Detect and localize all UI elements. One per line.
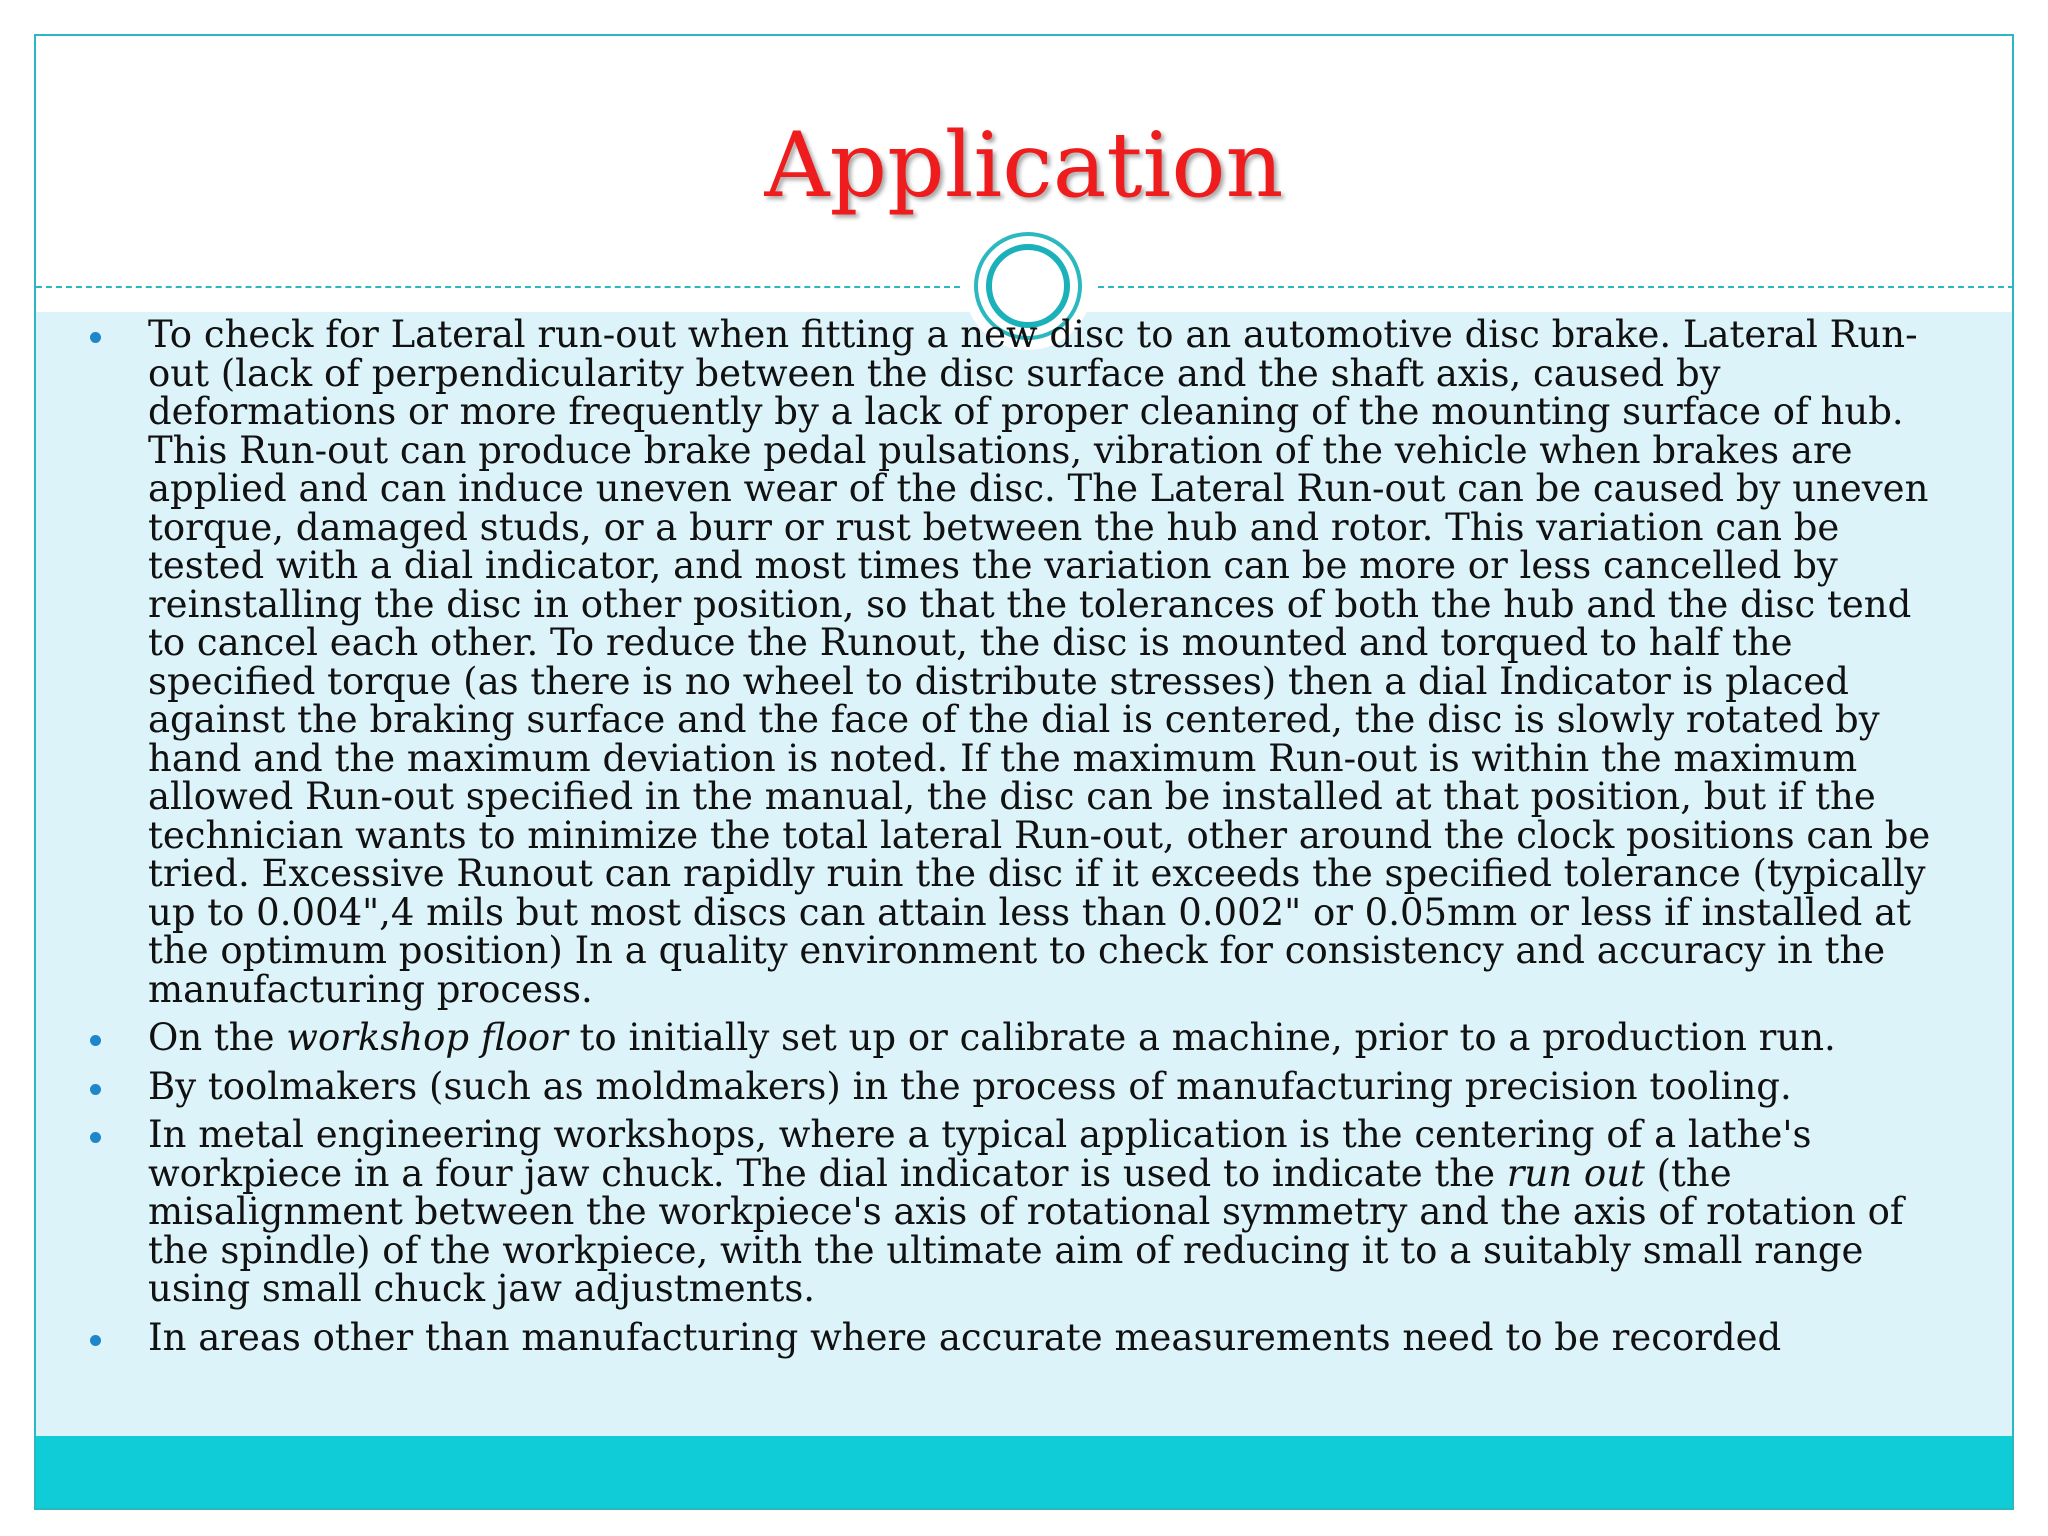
bullet-text: In metal engineering workshops, where a typical application is the centering of a lathe's workpiece in a four jaw chuck. The dial indicator is used to indicate the [148,1113,1812,1195]
bullet-list [56,313,1956,1367]
bullet-dot-icon [90,1132,101,1143]
slide-title: Application [764,113,1284,218]
title-divider-right [1098,286,2014,288]
footer-band [36,1436,2012,1508]
bullet-item [56,1016,1956,1059]
bullet-dot-icon [90,332,101,343]
bullet-text-tail: (the misalignment between the workpiece's axis of rotational symmetry and the axis of rotation of the spindle) of the workpiece, with the ultimate aim of reducing it to a suitably small range using small chuck jaw adjustments. [148,1151,1904,1310]
bullet-item [56,1315,1956,1359]
bullet-text: By toolmakers (such as moldmakers) in the process of manufacturing precision tooling. [148,1064,1792,1108]
title-divider-left [36,286,960,288]
bullet-emphasis: run out [1506,1151,1645,1195]
bullet-item [56,1064,1956,1108]
bullet-dot-icon [90,1335,101,1346]
bullet-item [56,1113,1956,1310]
bullet-text: To check for Lateral run-out when fitting a new disc to an automotive disc brake. Lateral Run-out (lack of perpendicularity between the disc surface and the shaft axis, caused by deformations or more frequently by a lack of proper cleaning of the mounting surface of hub. This Run-out can produce brake pedal pulsations, vibration of the vehicle when brakes are applied and can induce uneven wear of the disc. The Lateral Run-out can be caused by uneven torque, damaged studs, or a burr or rust between the hub and rotor. This variation can be tested with a dial indicator, and most times the variation can be more or less cancelled by reinstalling the disc in other position, so that the tolerances of both the hub and the disc tend to cancel each other. To reduce the Runout, the disc is mounted and torqued to half the specified torque (as there is no wheel to distribute stresses) then a dial Indicator is placed against the braking surface and the face of the dial is centered, the disc is slowly rotated by hand and the maximum deviation is noted. If the maximum Run-out is within the maximum allowed Run-out specified in the manual, the disc can be installed at that position, but if the technician wants to minimize the total lateral Run-out, other around the clock positions can be tried. Excessive Runout can rapidly ruin the disc if it exceeds the specified tolerance (typically up to 0.004",4 mils but most discs can attain less than 0.002" or 0.05mm or less if installed at the optimum position) In a quality environment to check for consistency and accuracy in the manufacturing process. [148,313,1931,1011]
bullet-emphasis: workshop floor [286,1016,568,1059]
bullet-dot-icon [90,1084,101,1095]
bullet-dot-icon [90,1035,101,1046]
bullet-text-tail: to initially set up or calibrate a machine, prior to a production run. [567,1016,1836,1059]
bullet-item [56,313,1956,1011]
bullet-text: On the [148,1016,287,1059]
bullet-text: In areas other than manufacturing where accurate measurements need to be recorded [148,1315,1782,1359]
